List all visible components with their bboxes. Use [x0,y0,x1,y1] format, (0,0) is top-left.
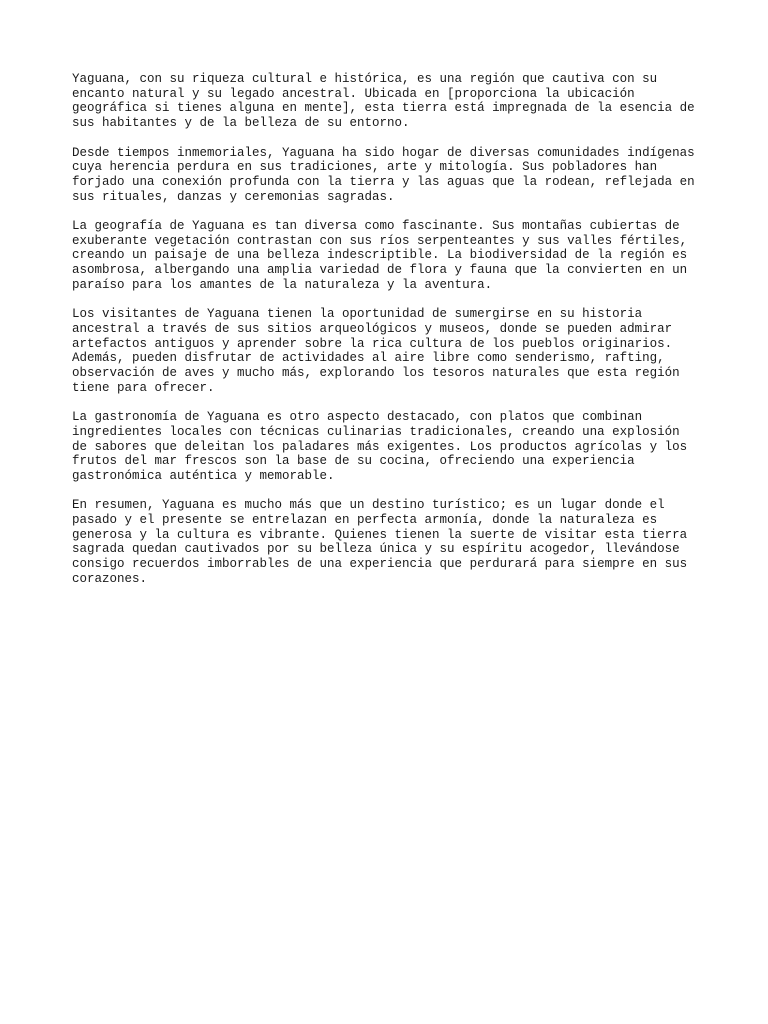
paragraph-intro: Yaguana, con su riqueza cultural e histórica, es una región que cautiva con su encanto natural y su legado ancestral. Ubicada en [proporciona la ubicación geográfica si tienes alguna en mente], esta tierra está impregnada de la esencia de sus habitantes y de la belleza de su entorno. [72,72,695,131]
paragraph-history: Desde tiempos inmemoriales, Yaguana ha sido hogar de diversas comunidades indígenas cuya herencia perdura en sus tradiciones, arte y mitología. Sus pobladores han forjado una conexión profunda con la tierra y las aguas que la rodean, reflejada en sus rituales, danzas y ceremonias sagradas. [72,145,695,204]
paragraph-geography: La geografía de Yaguana es tan diversa como fascinante. Sus montañas cubiertas de exuberante vegetación contrastan con sus ríos serpenteantes y sus valles fértiles, creando un paisaje de una belleza indescriptible. La biodiversidad de la región es asombrosa, albergando una amplia variedad de flora y fauna que la convierten en un paraíso para los amantes de la naturaleza y la aventura. [72,219,688,292]
document-page [72,72,702,601]
paragraph-summary: En resumen, Yaguana es mucho más que un destino turístico; es un lugar donde el pasado y el presente se entrelazan en perfecta armonía, donde la naturaleza es generosa y la cultura es vibrante. Quienes tienen la suerte de visitar esta tierra sagrada quedan cautivados por su belleza única y su espíritu acogedor, llevándose consigo recuerdos imborrables de una experiencia que perdurará para siempre en sus corazones. [72,498,688,586]
paragraph-gastronomy: La gastronomía de Yaguana es otro aspecto destacado, con platos que combinan ingredientes locales con técnicas culinarias tradicionales, creando una explosión de sabores que deleitan los paladares más exigentes. Los productos agrícolas y los frutos del mar frescos son la base de su cocina, ofreciendo una experiencia gastronómica auténtica y memorable. [72,410,688,483]
paragraph-visitors: Los visitantes de Yaguana tienen la oportunidad de sumergirse en su historia ancestral a través de sus sitios arqueológicos y museos, donde se pueden admirar artefactos antiguos y aprender sobre la rica cultura de los pueblos originarios. Además, pueden disfrutar de actividades al aire libre como senderismo, rafting, observación de aves y mucho más, explorando los tesoros naturales que esta región tiene para ofrecer. [72,307,680,395]
